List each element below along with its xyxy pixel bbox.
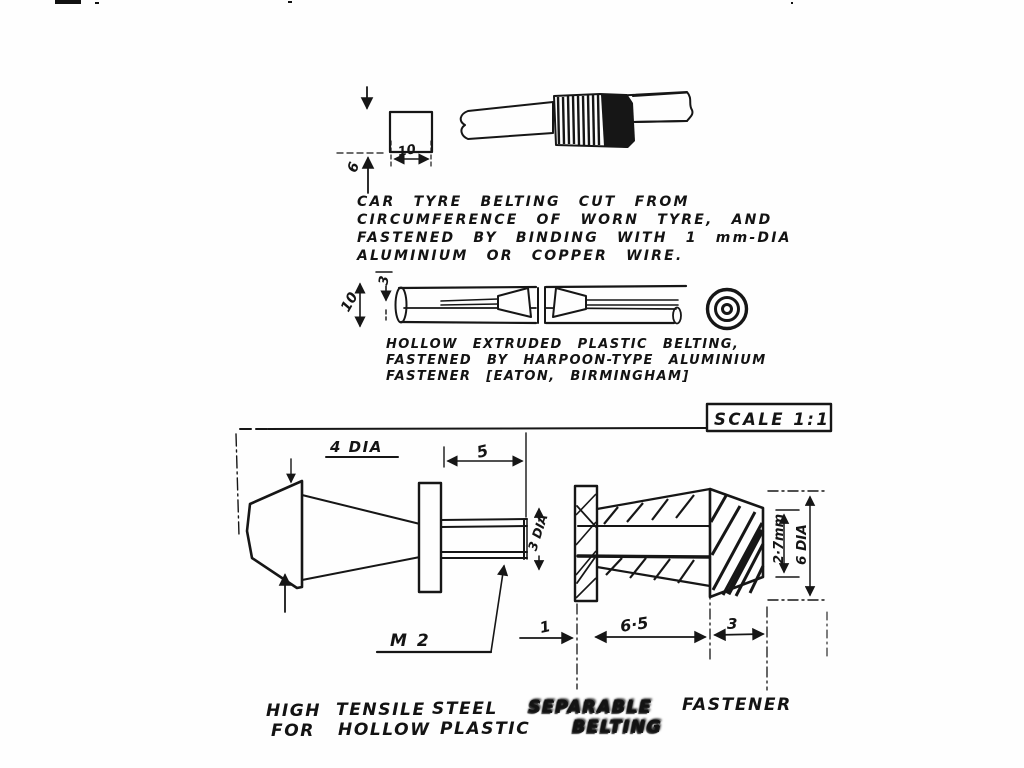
shank-outer-top <box>441 519 527 520</box>
caption-car-tyre-line-1: CAR TYRE BELTING CUT FROM <box>357 194 690 210</box>
title-word-high: HIGH <box>266 701 322 721</box>
bore-bottom <box>578 556 709 557</box>
caption-car-tyre-line-3: FASTENED BY BINDING WITH 1 mm-DIA <box>357 230 792 246</box>
dim-label-wall: 3 <box>376 274 393 287</box>
body-top-edge <box>597 489 710 509</box>
shank-inner-top <box>441 526 527 527</box>
caption-car-tyre-line-4: ALUMINIUM OR COPPER WIRE. <box>357 248 684 264</box>
caption-plastic-line-3: FASTENER [EATON, BIRMINGHAM] <box>386 369 690 384</box>
dim-label-bore: 2·7mm <box>772 513 787 564</box>
rule-line <box>268 428 707 429</box>
dim-label-shank-length: 5 <box>474 440 491 462</box>
fastener-head <box>247 481 302 588</box>
fig-male-fastener <box>236 433 551 652</box>
dim-label-width: 10 <box>396 142 418 161</box>
fig-plastic-belting <box>338 272 686 326</box>
taper-bottom-edge <box>302 557 420 580</box>
dim-label-outer: 10 <box>337 289 362 315</box>
caption-plastic-line-1: HOLLOW EXTRUDED PLASTIC BELTING, <box>386 337 740 352</box>
title-word-separable: SEPARABLE <box>528 697 652 717</box>
dim-label-cone: 3 <box>727 615 738 633</box>
title-word-plastic: PLASTIC <box>440 719 531 739</box>
end-view-outer-ring <box>708 290 747 329</box>
right-strip-bottom-edge <box>635 121 687 122</box>
dim-label-height: 6 <box>344 160 364 175</box>
tube-right-cap <box>673 308 681 324</box>
thread-leader-line <box>491 566 504 652</box>
thread-label: M 2 <box>390 631 431 651</box>
caption-plastic-line-2: FASTENED BY HARPOON-TYPE ALUMINIUM <box>386 353 767 368</box>
title-word-steel: STEEL <box>432 699 498 719</box>
dim-label-outer-dia: 6 DIA <box>794 524 810 565</box>
flange <box>419 483 441 592</box>
wire-coil-turns <box>558 95 599 145</box>
fig-tyre-belt-splice <box>461 92 693 148</box>
tube-top-right <box>546 286 686 287</box>
fig-cross-section <box>337 87 432 193</box>
tube-bottom-left <box>401 322 536 323</box>
end-view-bore <box>723 305 732 314</box>
harpoon-left-stem <box>441 304 498 305</box>
taper-top-edge <box>302 495 420 524</box>
left-belt-strip <box>461 102 553 139</box>
title-word-hollow: HOLLOW <box>338 720 431 740</box>
end-view-mid-ring <box>716 298 739 321</box>
fig-end-view <box>708 290 747 329</box>
caption-plastic-belting <box>386 337 767 385</box>
scale-box <box>240 404 831 431</box>
dim-arrow-cone <box>715 634 763 635</box>
centerline <box>236 434 239 536</box>
dim-label-flange: 1 <box>538 617 552 637</box>
caption-car-tyre <box>357 193 792 265</box>
title-word-for: FOR <box>271 721 315 741</box>
title-word-fastener: FASTENER <box>682 695 792 715</box>
title-word-belting: BELTING <box>572 717 662 737</box>
wire-coil-dark-mass <box>601 94 635 148</box>
caption-car-tyre-line-2: CIRCUMFERENCE OF WORN TYRE, AND <box>357 212 773 228</box>
tube-top-left <box>399 287 536 288</box>
dim-label-body: 6·5 <box>618 613 650 636</box>
harpoon-right-barb <box>553 288 586 317</box>
scale-label: SCALE 1:1 <box>714 410 831 429</box>
tube-left-cap <box>396 288 407 323</box>
harpoon-left-barb <box>498 288 531 317</box>
harpoon-left-stem <box>441 299 498 301</box>
body-bottom-edge <box>597 567 710 586</box>
fig-female-fastener <box>520 486 828 690</box>
dim-label-head-dia: 4 DIA <box>330 438 383 456</box>
title-word-tensile: TENSILE <box>336 700 426 720</box>
dim-label-shank-dia: 3 DIA <box>524 512 551 553</box>
